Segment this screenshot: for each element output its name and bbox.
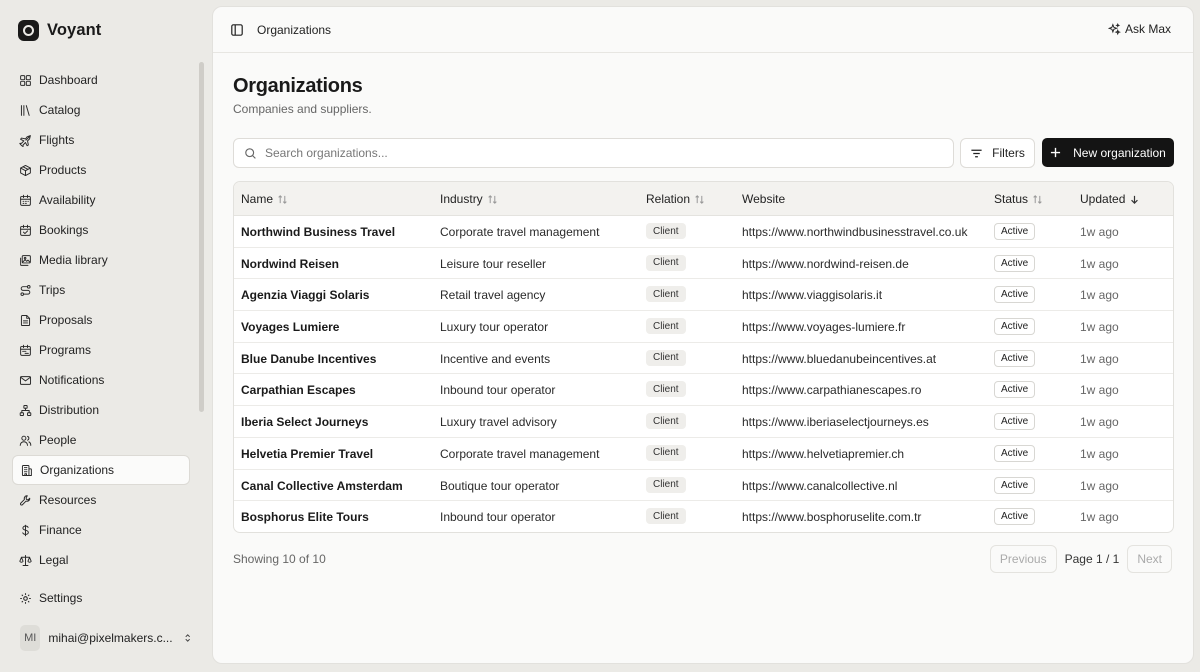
ask-max-label: Ask Max — [1124, 22, 1171, 36]
dashboard-icon — [19, 74, 32, 87]
cell-industry: Inbound tour operator — [440, 510, 556, 525]
cell-website[interactable]: https://www.bluedanubeincentives.at — [742, 351, 937, 366]
user-email: mihai@pixelmakers.c... — [48, 631, 173, 645]
cell-industry: Incentive and events — [440, 351, 551, 366]
sidebar-item-distribution[interactable] — [12, 395, 190, 425]
cell-name[interactable]: Carpathian Escapes — [241, 383, 356, 398]
gear-icon — [19, 592, 32, 605]
arrow-down-icon — [1129, 194, 1140, 205]
status-badge: Active — [994, 381, 1035, 398]
sidebar-scrollbar[interactable] — [199, 62, 204, 412]
cell-updated: 1w ago — [1080, 320, 1119, 335]
calendar-range-icon — [19, 344, 32, 357]
new-organization-button[interactable] — [1042, 138, 1174, 167]
column-label: Industry — [440, 192, 483, 206]
sidebar-item-label: Distribution — [39, 403, 100, 417]
previous-page-button[interactable]: Previous — [990, 545, 1057, 573]
sidebar-item-products[interactable] — [12, 155, 190, 185]
sidebar-item-label: Resources — [39, 493, 97, 507]
chevrons-up-down-icon — [183, 632, 192, 644]
relation-badge: Client — [646, 318, 686, 334]
relation-badge: Client — [646, 445, 686, 461]
dollar-icon — [19, 524, 32, 537]
page-indicator: Page 1 / 1 — [1064, 552, 1120, 566]
main-panel — [212, 6, 1194, 664]
sidebar-item-catalog[interactable] — [12, 95, 190, 125]
sidebar-item-dashboard[interactable] — [12, 65, 190, 95]
plus-icon — [1050, 147, 1061, 158]
sidebar-item-label: Programs — [39, 343, 92, 357]
cell-name[interactable]: Blue Danube Incentives — [241, 351, 377, 366]
sidebar-item-label: Catalog — [39, 103, 81, 117]
status-badge: Active — [994, 223, 1035, 240]
relation-badge: Client — [646, 413, 686, 429]
cell-updated: 1w ago — [1080, 510, 1119, 525]
file-icon — [19, 314, 32, 327]
page-title: Organizations — [233, 75, 363, 97]
sidebar-item-organizations[interactable] — [12, 455, 190, 485]
sort-icon — [487, 194, 498, 205]
table-row[interactable] — [234, 374, 1173, 406]
plane-icon — [19, 134, 32, 147]
image-icon — [19, 254, 32, 267]
library-icon — [19, 104, 32, 117]
table-row[interactable] — [234, 216, 1173, 248]
sidebar-item-resources[interactable] — [12, 485, 190, 515]
sidebar-item-label: Bookings — [39, 223, 89, 237]
cell-name[interactable]: Helvetia Premier Travel — [241, 446, 374, 461]
mail-icon — [19, 374, 32, 387]
status-badge: Active — [994, 350, 1035, 367]
cell-updated: 1w ago — [1080, 415, 1119, 430]
table-row[interactable] — [234, 279, 1173, 311]
filter-lines-icon — [970, 147, 983, 160]
sidebar-item-label: Proposals — [39, 313, 93, 327]
pagination — [990, 545, 1172, 573]
cell-industry: Leisure tour reseller — [440, 256, 547, 271]
column-label: Name — [241, 192, 274, 206]
sidebar-item-settings[interactable] — [12, 583, 190, 613]
calendar-check-icon — [19, 224, 32, 237]
relation-badge: Client — [646, 508, 686, 524]
sidebar-item-label: Flights — [39, 133, 75, 147]
cell-industry: Inbound tour operator — [440, 383, 556, 398]
cell-industry: Luxury tour operator — [440, 320, 549, 335]
table-row[interactable] — [234, 343, 1173, 375]
column-header-relation[interactable] — [646, 192, 705, 206]
cell-website[interactable]: https://www.iberiaselectjourneys.es — [742, 415, 929, 430]
brand[interactable] — [18, 20, 101, 41]
sparkles-icon — [1108, 23, 1121, 36]
sort-icon — [694, 194, 705, 205]
cell-website[interactable]: https://www.viaggisolaris.it — [742, 288, 883, 303]
search-box[interactable] — [233, 138, 954, 168]
results-count: Showing 10 of 10 — [233, 552, 326, 566]
sidebar-item-label: Trips — [39, 283, 66, 297]
table-row[interactable] — [234, 501, 1173, 533]
sidebar-item-label: Finance — [39, 523, 82, 537]
cell-website[interactable]: https://www.canalcollective.nl — [742, 478, 898, 493]
status-badge: Active — [994, 477, 1035, 494]
organizations-table — [233, 181, 1174, 533]
cell-updated: 1w ago — [1080, 446, 1119, 461]
status-badge: Active — [994, 413, 1035, 430]
calendar-icon — [19, 194, 32, 207]
cell-website[interactable]: https://www.northwindbusinesstravel.co.uk — [742, 225, 968, 239]
breadcrumb: Organizations — [257, 23, 332, 37]
column-label: Updated — [1080, 192, 1126, 206]
sidebar-item-media-library[interactable] — [12, 245, 190, 275]
column-label: Relation — [646, 192, 691, 206]
search-icon — [244, 147, 257, 160]
cell-website[interactable]: https://www.helvetiapremier.ch — [742, 446, 905, 461]
cell-updated: 1w ago — [1080, 256, 1119, 271]
sidebar-toggle-icon[interactable] — [231, 24, 243, 36]
cell-industry: Corporate travel management — [440, 225, 600, 239]
sidebar-item-flights[interactable] — [12, 125, 190, 155]
cell-updated: 1w ago — [1080, 383, 1119, 398]
sidebar-item-people[interactable] — [12, 425, 190, 455]
package-icon — [19, 164, 32, 177]
relation-badge: Client — [646, 350, 686, 366]
cell-industry: Boutique tour operator — [440, 478, 560, 493]
column-header-website — [742, 192, 785, 206]
sidebar-item-label: Organizations — [40, 463, 115, 477]
table-row[interactable] — [234, 470, 1173, 502]
users-icon — [19, 434, 32, 447]
cell-website[interactable]: https://www.bosphoruselite.com.tr — [742, 510, 922, 525]
next-page-button[interactable]: Next — [1127, 545, 1172, 573]
relation-badge: Client — [646, 477, 686, 493]
relation-badge: Client — [646, 286, 686, 302]
sidebar-item-label: People — [39, 433, 77, 447]
cell-website[interactable]: https://www.nordwind-reisen.de — [742, 256, 909, 271]
sidebar-item-availability[interactable] — [12, 185, 190, 215]
filters-label: Filters — [992, 146, 1025, 160]
sidebar — [0, 0, 212, 672]
relation-badge: Client — [646, 255, 686, 271]
sort-icon — [277, 194, 288, 205]
table-row[interactable] — [234, 311, 1173, 343]
sidebar-item-label: Settings — [39, 591, 83, 605]
cell-updated: 1w ago — [1080, 351, 1119, 366]
building-icon — [20, 464, 33, 477]
table-row[interactable] — [234, 248, 1173, 280]
cell-website[interactable]: https://www.carpathianescapes.ro — [742, 383, 922, 398]
scale-icon — [19, 554, 32, 567]
sidebar-nav — [12, 65, 190, 575]
cell-industry: Corporate travel management — [440, 446, 600, 461]
status-badge: Active — [994, 445, 1035, 462]
status-badge: Active — [994, 508, 1035, 525]
table-row[interactable] — [234, 406, 1173, 438]
brand-name: Voyant — [47, 21, 102, 39]
table-row[interactable] — [234, 438, 1173, 470]
avatar: MI — [20, 625, 40, 651]
sidebar-item-programs[interactable] — [12, 335, 190, 365]
sort-icon — [1032, 194, 1043, 205]
sidebar-item-bookings[interactable] — [12, 215, 190, 245]
cell-industry: Retail travel agency — [440, 288, 546, 303]
sidebar-item-label: Products — [39, 163, 87, 177]
cell-name[interactable]: Bosphorus Elite Tours — [241, 510, 369, 525]
sidebar-item-label: Media library — [39, 253, 108, 267]
cell-name[interactable]: Iberia Select Journeys — [241, 415, 369, 430]
relation-badge: Client — [646, 223, 686, 239]
column-label: Status — [994, 192, 1029, 206]
column-header-industry[interactable] — [440, 192, 498, 206]
new-organization-label: New organization — [1073, 145, 1166, 160]
table-body — [234, 216, 1173, 533]
column-header-status[interactable] — [994, 192, 1043, 206]
status-badge: Active — [994, 286, 1035, 303]
sidebar-item-trips[interactable] — [12, 275, 190, 305]
cell-updated: 1w ago — [1080, 478, 1119, 493]
status-badge: Active — [994, 318, 1035, 335]
topbar — [213, 7, 1193, 53]
status-badge: Active — [994, 255, 1035, 272]
column-header-updated[interactable] — [1080, 192, 1140, 206]
sidebar-item-label: Notifications — [39, 373, 105, 387]
sidebar-item-label: Legal — [39, 553, 69, 567]
cell-industry: Luxury travel advisory — [440, 415, 557, 430]
wrench-icon — [19, 494, 32, 507]
sidebar-item-label: Availability — [39, 193, 96, 207]
route-icon — [19, 284, 32, 297]
column-label: Website — [742, 192, 786, 206]
network-icon — [19, 404, 32, 417]
filters-button[interactable] — [960, 138, 1035, 168]
voyant-logo-icon — [18, 20, 39, 41]
cell-name[interactable]: Canal Collective Amsterdam — [241, 478, 403, 493]
table-header — [234, 182, 1173, 216]
user-menu[interactable] — [20, 624, 192, 652]
cell-name[interactable]: Agenzia Viaggi Solaris — [241, 288, 370, 303]
ask-max-button[interactable] — [1108, 22, 1171, 36]
cell-website[interactable]: https://www.voyages-lumiere.fr — [742, 320, 906, 335]
cell-name[interactable]: Nordwind Reisen — [241, 256, 340, 271]
relation-badge: Client — [646, 381, 686, 397]
cell-name[interactable]: Northwind Business Travel — [241, 225, 396, 239]
cell-name[interactable]: Voyages Lumiere — [241, 320, 340, 335]
column-header-name[interactable] — [241, 192, 288, 206]
sidebar-item-label: Dashboard — [39, 73, 98, 87]
cell-updated: 1w ago — [1080, 225, 1119, 239]
cell-updated: 1w ago — [1080, 288, 1119, 303]
sidebar-item-legal[interactable] — [12, 545, 190, 575]
page-subtitle: Companies and suppliers. — [233, 102, 372, 116]
sidebar-item-notifications[interactable] — [12, 365, 190, 395]
sidebar-item-finance[interactable] — [12, 515, 190, 545]
search-input[interactable] — [265, 146, 945, 160]
sidebar-item-proposals[interactable] — [12, 305, 190, 335]
